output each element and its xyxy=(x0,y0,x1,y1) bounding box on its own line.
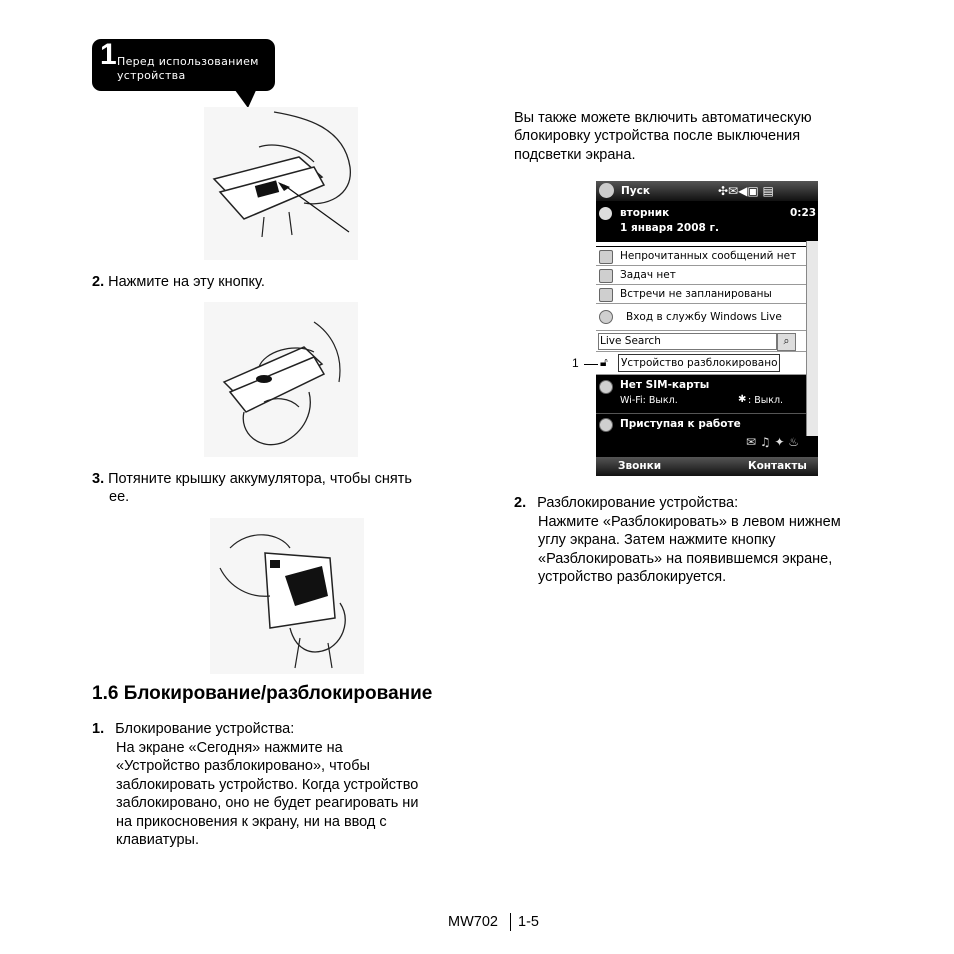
softkey-bar xyxy=(596,457,818,476)
windows-start-icon[interactable] xyxy=(599,183,614,198)
softkey-calls[interactable]: Звонки xyxy=(618,460,662,472)
windows-live-icon xyxy=(599,310,613,324)
footer-page-number: 1-5 xyxy=(518,914,539,930)
live-search-placeholder: Live Search xyxy=(600,335,661,347)
phone-title-bar xyxy=(596,181,818,201)
step3-line2: ее. xyxy=(109,489,130,505)
tasks-icon xyxy=(599,269,613,283)
item2-number: 2. xyxy=(514,495,527,511)
callout-number: 1 xyxy=(572,356,579,370)
phone-divider xyxy=(596,242,806,246)
phone-row-messages-label: Непрочитанных сообщений нет xyxy=(620,250,797,262)
phone-row-messages[interactable] xyxy=(596,247,806,266)
item2-line-2: углу экрана. Затем нажмите кнопку xyxy=(538,532,776,548)
intro-line-1: Вы также можете включить автоматическую xyxy=(514,110,812,126)
search-icon[interactable]: ⌕ xyxy=(777,333,796,351)
getting-started-label: Приступая к работе xyxy=(620,418,741,430)
date-label: 1 января 2008 г. xyxy=(620,222,719,234)
item1-title: Блокирование устройства: xyxy=(115,721,295,737)
envelope-icon xyxy=(599,250,613,264)
step2-text: Нажмите на эту кнопку. xyxy=(108,274,265,290)
chapter-badge-pointer xyxy=(232,86,258,108)
footer-separator xyxy=(510,913,511,931)
intro-line-3: подсветки экрана. xyxy=(514,147,636,163)
item2-line-3: «Разблокировать» на появившемся экране, xyxy=(538,551,833,567)
calendar-icon xyxy=(599,288,613,302)
lock-status-label: Устройство разблокировано xyxy=(621,357,778,369)
live-search-input[interactable] xyxy=(598,333,777,350)
getting-started-icon xyxy=(599,418,613,432)
photo-pressing-button xyxy=(204,107,358,260)
softkey-contacts[interactable]: Контакты xyxy=(748,460,807,472)
item1-number: 1. xyxy=(92,721,105,737)
item2-line-4: устройство разблокируется. xyxy=(538,569,727,585)
lock-status-box[interactable] xyxy=(618,354,780,372)
bluetooth-status-label: : Выкл. xyxy=(748,395,784,406)
phone-row-calendar-label: Встречи не запланированы xyxy=(620,288,772,300)
phone-today-screen xyxy=(596,181,818,476)
item2-title-line xyxy=(514,494,738,513)
start-label[interactable]: Пуск xyxy=(621,185,650,197)
bluetooth-icon: ✱ xyxy=(738,394,747,405)
chapter-title-line1: Перед использованием xyxy=(117,55,259,68)
item1-line-1: На экране «Сегодня» нажмите на xyxy=(116,740,343,756)
step3-number: 3. xyxy=(92,471,105,487)
step3-text-line1: Потяните крышку аккумулятора, чтобы снять xyxy=(108,471,412,487)
lock-row[interactable] xyxy=(596,352,806,375)
step3-line1 xyxy=(92,470,412,489)
phone-row-tasks-label: Задач нет xyxy=(620,269,676,281)
phone-row-live-label: Вход в службу Windows Live xyxy=(626,311,782,323)
item2-title: Разблокирование устройства: xyxy=(537,495,739,511)
callout-line xyxy=(584,364,598,365)
phone-row-calendar[interactable] xyxy=(596,285,806,304)
sim-status-label: Нет SIM-карты xyxy=(620,379,710,391)
phone-row-tasks[interactable] xyxy=(596,266,806,285)
item2-line-1: Нажмите «Разблокировать» в левом нижнем xyxy=(538,514,841,530)
wifi-status-label: Wi-Fi: Выкл. xyxy=(620,395,678,406)
getting-started-row[interactable] xyxy=(596,413,806,434)
sim-row[interactable] xyxy=(596,375,806,411)
time-label: 0:23 xyxy=(790,207,817,219)
antenna-icon xyxy=(599,380,613,394)
intro-line-2: блокировку устройства после выключения xyxy=(514,128,801,144)
phone-scrollbar[interactable] xyxy=(806,241,818,436)
chapter-title-line2: устройства xyxy=(117,69,186,82)
chapter-number: 1 xyxy=(100,38,117,71)
photo-removing-cover xyxy=(210,518,364,674)
section-heading: 1.6 Блокирование/разблокирование xyxy=(92,683,433,704)
step2-line xyxy=(92,273,265,292)
item1-line-4: заблокировано, оно не будет реагировать ни xyxy=(116,795,419,811)
item1-title-line xyxy=(92,720,294,739)
photo-opening-cover xyxy=(204,302,358,457)
live-search-row xyxy=(596,331,806,352)
tray-icons[interactable]: ✉ ♫ ✦ ♨ xyxy=(746,435,800,449)
item1-line-5: на прикосновения к экрану, ни на ввод с xyxy=(116,814,387,830)
item1-line-2: «Устройство разблокировано», чтобы xyxy=(116,758,370,774)
phone-row-live[interactable] xyxy=(596,304,806,331)
lock-open-icon: 🔓︎ xyxy=(600,355,608,369)
footer-model: MW702 xyxy=(448,914,498,930)
item1-line-6: клавиатуры. xyxy=(116,832,199,848)
status-icons[interactable]: ✣✉◀▣ ▤ xyxy=(718,184,774,198)
date-block[interactable] xyxy=(596,203,818,243)
step2-number: 2. xyxy=(92,274,105,290)
day-label: вторник xyxy=(620,207,670,219)
clock-icon xyxy=(599,207,612,220)
item1-line-3: заблокировать устройство. Когда устройство xyxy=(116,777,419,793)
